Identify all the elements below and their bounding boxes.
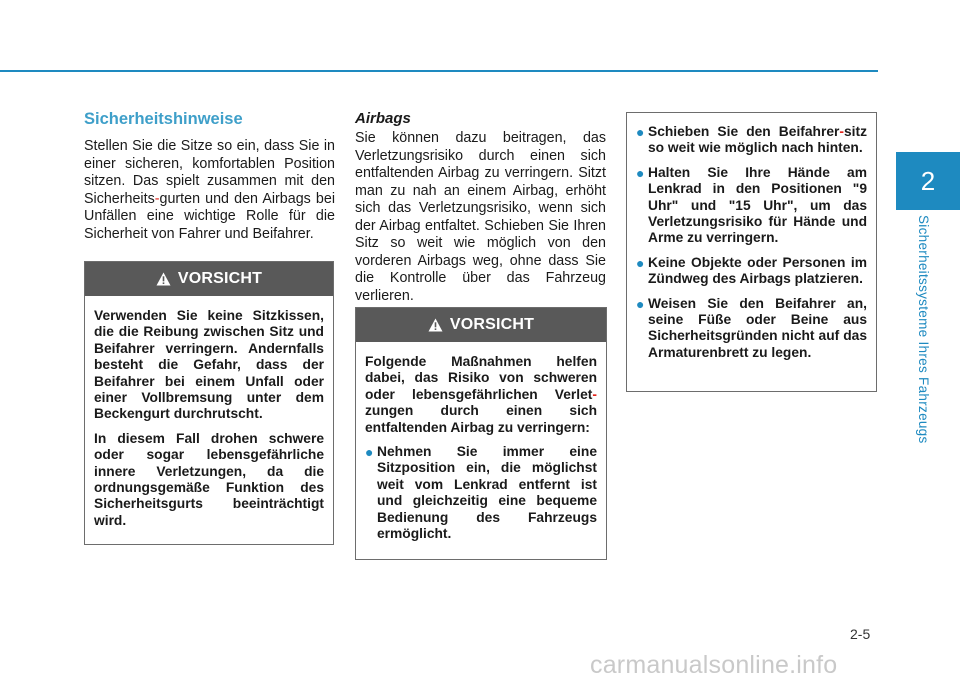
caution-body (356, 342, 606, 552)
subsection-heading: Airbags (355, 110, 411, 127)
caution-label: VORSICHT (449, 316, 535, 333)
caution-intro (365, 354, 597, 436)
caution-bullet-list (636, 124, 867, 361)
caution-box-continued (626, 112, 877, 392)
list-item (636, 255, 867, 288)
watermark: carmanualsonline.info (590, 651, 838, 679)
warning-triangle-icon (428, 318, 443, 332)
chapter-number: 2 (920, 165, 936, 196)
caution-header (356, 308, 606, 342)
list-item (365, 444, 597, 542)
hyphen-mark: - (592, 386, 597, 402)
list-item-text-part2: sitz so weit wie möglich nach hinten. (648, 124, 867, 156)
list-item (636, 296, 867, 362)
caution-body (627, 113, 876, 371)
caution-box-airbag (355, 307, 607, 560)
caution-body (85, 296, 333, 539)
hyphen-mark: - (154, 190, 160, 207)
caution-bullet-list (365, 444, 597, 542)
bullet-dot-icon: ● (636, 164, 645, 181)
list-item-text-part1: Schieben Sie den Beifahrer (648, 124, 840, 139)
caution-intro-part2: zungen durch einen sich entfaltenden Airbag zu verringern: (365, 403, 597, 435)
caution-intro-part1: Folgende Maßnahmen helfen dabei, das Risiko von schweren oder lebensgefährlichen Verlet (365, 354, 597, 402)
caution-header (85, 262, 333, 296)
intro-text-part1: Stellen Sie die Sitze so ein, dass Sie in einer sicheren, komfortablen Position sitzen. Das spielt zusammen mit den Sicherheits (84, 138, 335, 207)
bullet-dot-icon: ● (365, 444, 374, 461)
hyphen-mark: - (839, 124, 844, 139)
page-number: 2-5 (850, 626, 871, 642)
chapter-title: Sicherheitssysteme Ihres Fahrzeugs (916, 215, 931, 444)
column-middle (355, 110, 606, 305)
column-left (84, 110, 335, 243)
list-item-text: Weisen Sie den Beifahrer an, seine Füße oder Beine aus Sicherheitsgründen nicht auf das Armaturenbrett zu legen. (648, 295, 867, 360)
list-item-text: Halten Sie Ihre Hände am Lenkrad in den Positionen "9 Uhr" und "15 Uhr", um das Verletzungsrisiko für Hände und Arme zu verringern. (648, 164, 867, 246)
caution-label: VORSICHT (177, 270, 263, 287)
list-item-text: Keine Objekte oder Personen im Zündweg des Airbags platzieren. (648, 254, 867, 287)
bullet-dot-icon: ● (636, 124, 645, 140)
list-item-text: Nehmen Sie immer eine Sitzposition ein, die möglichst weit vom Lenkrad entfernt ist und gleichzeitig eine bequeme Bedienung des Fahrzeugs ermöglicht. (377, 444, 597, 542)
warning-triangle-icon (156, 272, 171, 286)
header-rule (0, 70, 878, 72)
caution-paragraph: Verwenden Sie keine Sitzkissen, die die Reibung zwischen Sitz und Beifahrer verringern. Andernfalls besteht die Gefahr, dass der Beifahrer bei einem Unfall oder einer Vollbremsung unter dem Beckengurt durchrutscht. (94, 308, 324, 422)
intro-text-part2: gurten und den Airbags bei Unfällen eine wichtige Rolle für die Sicherheit von Fahrer und Beifahrer. (84, 190, 335, 242)
caution-paragraph: In diesem Fall drohen schwere oder sogar lebensgefährliche innere Verletzungen, da die ordnungsgemäße Funktion des Sicherheitsgurts beeinträchtigt wird. (94, 430, 324, 528)
list-item (636, 124, 867, 157)
list-item (636, 165, 867, 247)
caution-box-seat-cushion (84, 261, 334, 545)
intro-paragraph (84, 138, 335, 243)
chapter-number-tab (896, 152, 960, 210)
airbag-paragraph: Sie können dazu beitragen, das Verletzungsrisiko durch einen sich entfaltenden Airbag zu verringern. Sitzt man zu nah an einem Airbag, erhöht sich das Verletzungsrisiko, wenn sich der Airbag entfaltet. Schieben Sie Ihren Sitz so weit wie möglich von den vorderen Airbags weg, ohne dass Sie die Kontrolle über das Fahrzeug verlieren. (355, 130, 606, 304)
bullet-dot-icon: ● (636, 254, 645, 271)
bullet-dot-icon: ● (636, 295, 645, 312)
section-heading: Sicherheitshinweise (84, 110, 243, 128)
